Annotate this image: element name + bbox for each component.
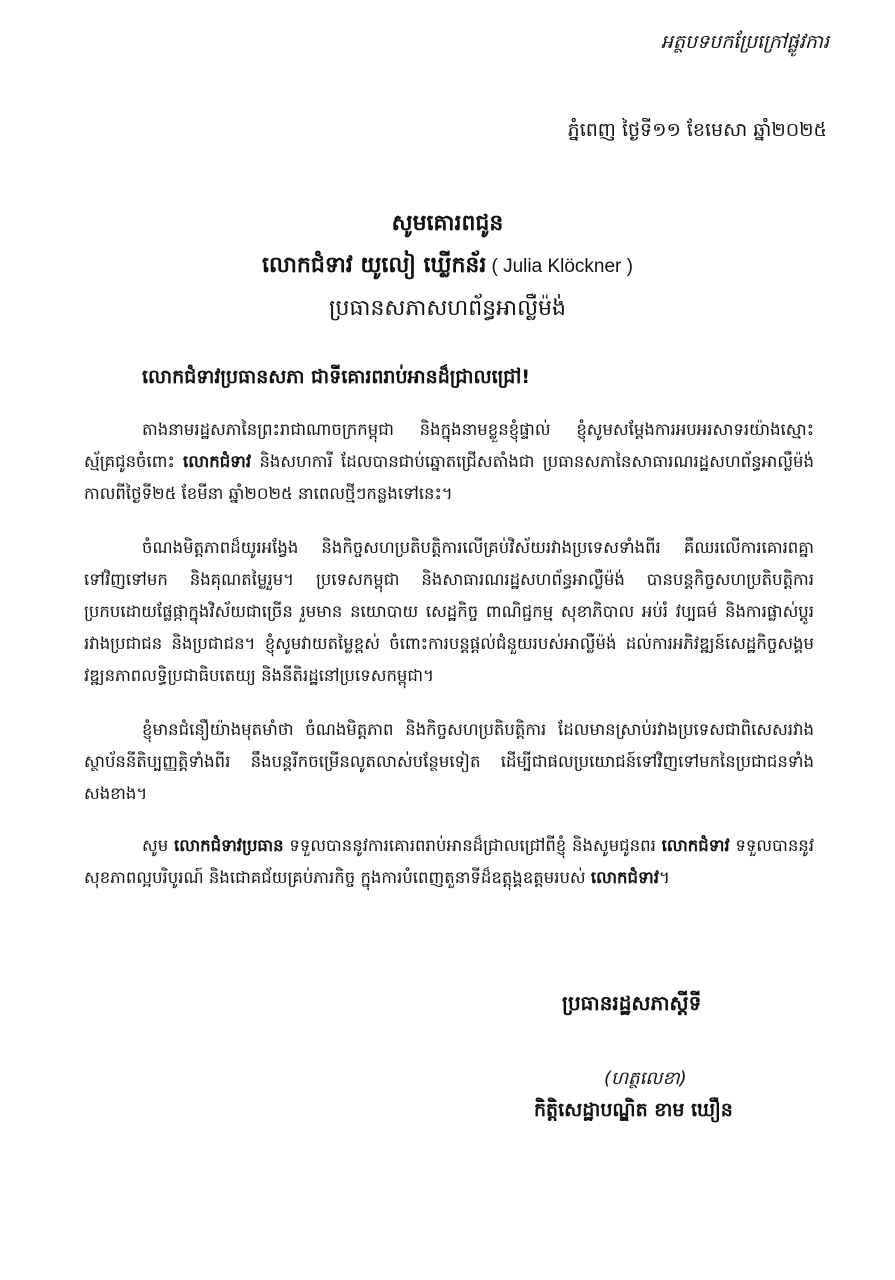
signature-title: ប្រធានរដ្ឋសភាស្តីទី [562, 991, 702, 1015]
paragraph-4-text-b: ទទួលបាននូវការគោរពរាប់អានដ៏ជ្រាលជ្រៅពីខ្ញុំ និងសូមជូនពរ [289, 836, 656, 855]
salutation: លោកជំទាវប្រធានសភា ជាទីគោរពរាប់អានដ៏ជ្រាលជ្រៅ! [142, 366, 531, 388]
paragraph-1-text-b: និងសហការី ដែលបានជាប់ឆ្នោតជ្រើសតាំងជា ប្រធានសភានៃសាធារណរដ្ឋសហព័ន្ធអាល្លឺម៉ង់ កាលពីថ្ងៃទី២៥ ខែមីនា ឆ្នាំ២០២៥ នាពេលថ្មីៗកន្លងទៅនេះ។ [84, 452, 814, 503]
paragraph-1 [84, 414, 814, 510]
recipient-name-line [0, 245, 895, 288]
paragraph-4-text-a: សូម [142, 836, 169, 855]
signer-name: កិត្តិសេដ្ឋាបណ្ឌិត ខាម ឃឿន [534, 1099, 733, 1121]
paragraph-3 [84, 714, 814, 810]
translation-note: អត្ថបទបកប្រែក្រៅផ្លូវការ [660, 31, 829, 53]
recipient-name-khmer: លោកជំទាវ យូលៀ ឃ្លើកន័រ [262, 253, 487, 278]
paragraph-4-end: ។ [658, 868, 670, 887]
paragraph-1-bold: លោកជំទាវ [183, 452, 252, 471]
paragraph-4-bold-1: លោកជំទាវប្រធាន [173, 836, 284, 855]
paragraph-4-bold-2: លោកជំទាវ [661, 836, 730, 855]
paragraph-4 [84, 830, 814, 894]
paragraph-4-bold-3: លោកជំទាវ [590, 868, 659, 887]
dateline: ភ្នំពេញ ថ្ងៃទី១១ ខែមេសា ឆ្នាំ២០២៥ [567, 119, 827, 141]
address-block [0, 203, 895, 330]
recipient-title: ប្រធានសភាសហព័ន្ធអាល្លឺម៉ង់ [329, 296, 566, 321]
paragraph-4-text-c: ទទួលបាននូវសុខភាពល្អបរិបូរណ៍ និងជោគជ័យគ្រប់ភារកិច្ច ក្នុងការបំពេញតួនាទីដ៏ឧត្តុង្គឧត្តមរបស់ [84, 836, 815, 887]
recipient-name-latin: ( Julia Klöckner ) [491, 256, 633, 277]
paragraph-2 [84, 532, 814, 692]
signed-note: (ហត្ថលេខា) [604, 1068, 687, 1089]
address-greeting: សូមគោរពជូន [391, 211, 504, 236]
paragraph-3-text: ខ្ញុំមានជំនឿយ៉ាងមុតមាំថា ចំណងមិត្តភាព និងកិច្ចសហប្រតិបត្តិការ ដែលមានស្រាប់រវាងប្រទេសជាពិសេសរវាងស្ថាប័ននីតិប្បញ្ញត្តិទាំងពីរ នឹងបន្តរីកចម្រើនលូតលាស់បន្ថែមទៀត ដើម្បីជាផលប្រយោជន៍ទៅវិញទៅមកនៃប្រជាជនទាំងសងខាង។ [84, 720, 814, 803]
paragraph-2-text: ចំណងមិត្តភាពដ៏យូរអង្វែង និងកិច្ចសហប្រតិបត្តិការលើគ្រប់វិស័យរវាងប្រទេសទាំងពីរ គឺឈរលើការគោរពគ្នាទៅវិញទៅមក និងគុណតម្លៃរួម។ ប្រទេសកម្ពុជា និងសាធារណរដ្ឋសហព័ន្ធអាល្លឺម៉ង់ បានបន្តកិច្ចសហប្រតិបត្តិការប្រកបដោយផ្លែផ្កាក្នុងវិស័យជាច្រើន រួមមាន នយោបាយ សេដ្ឋកិច្ច ពាណិជ្ជកម្ម សុខាភិបាល អប់រំ វប្បធម៌ និងការផ្លាស់ប្តូររវាងប្រជាជន និងប្រជាជន។ ខ្ញុំសូមវាយតម្លៃខ្ពស់ ចំពោះការបន្តផ្តល់ជំនួយរបស់អាល្លឺម៉ង់ ដល់ការអភិវឌ្ឍន៍សេដ្ឋកិច្ចសង្គម វឌ្ឍនភាពលទ្ធិប្រជាធិបតេយ្យ និងនីតិរដ្ឋនៅប្រទេសកម្ពុជា។ [84, 538, 814, 685]
paragraph-1-text-a: តាងនាមរដ្ឋសភានៃព្រះរាជាណាចក្រកម្ពុជា និងក្នុងនាមខ្លួនខ្ញុំផ្ទាល់ ខ្ញុំសូមសម្តែងការអបអរសាទរយ៉ាងស្មោះស្ម័គ្រជូនចំពោះ [84, 420, 814, 471]
